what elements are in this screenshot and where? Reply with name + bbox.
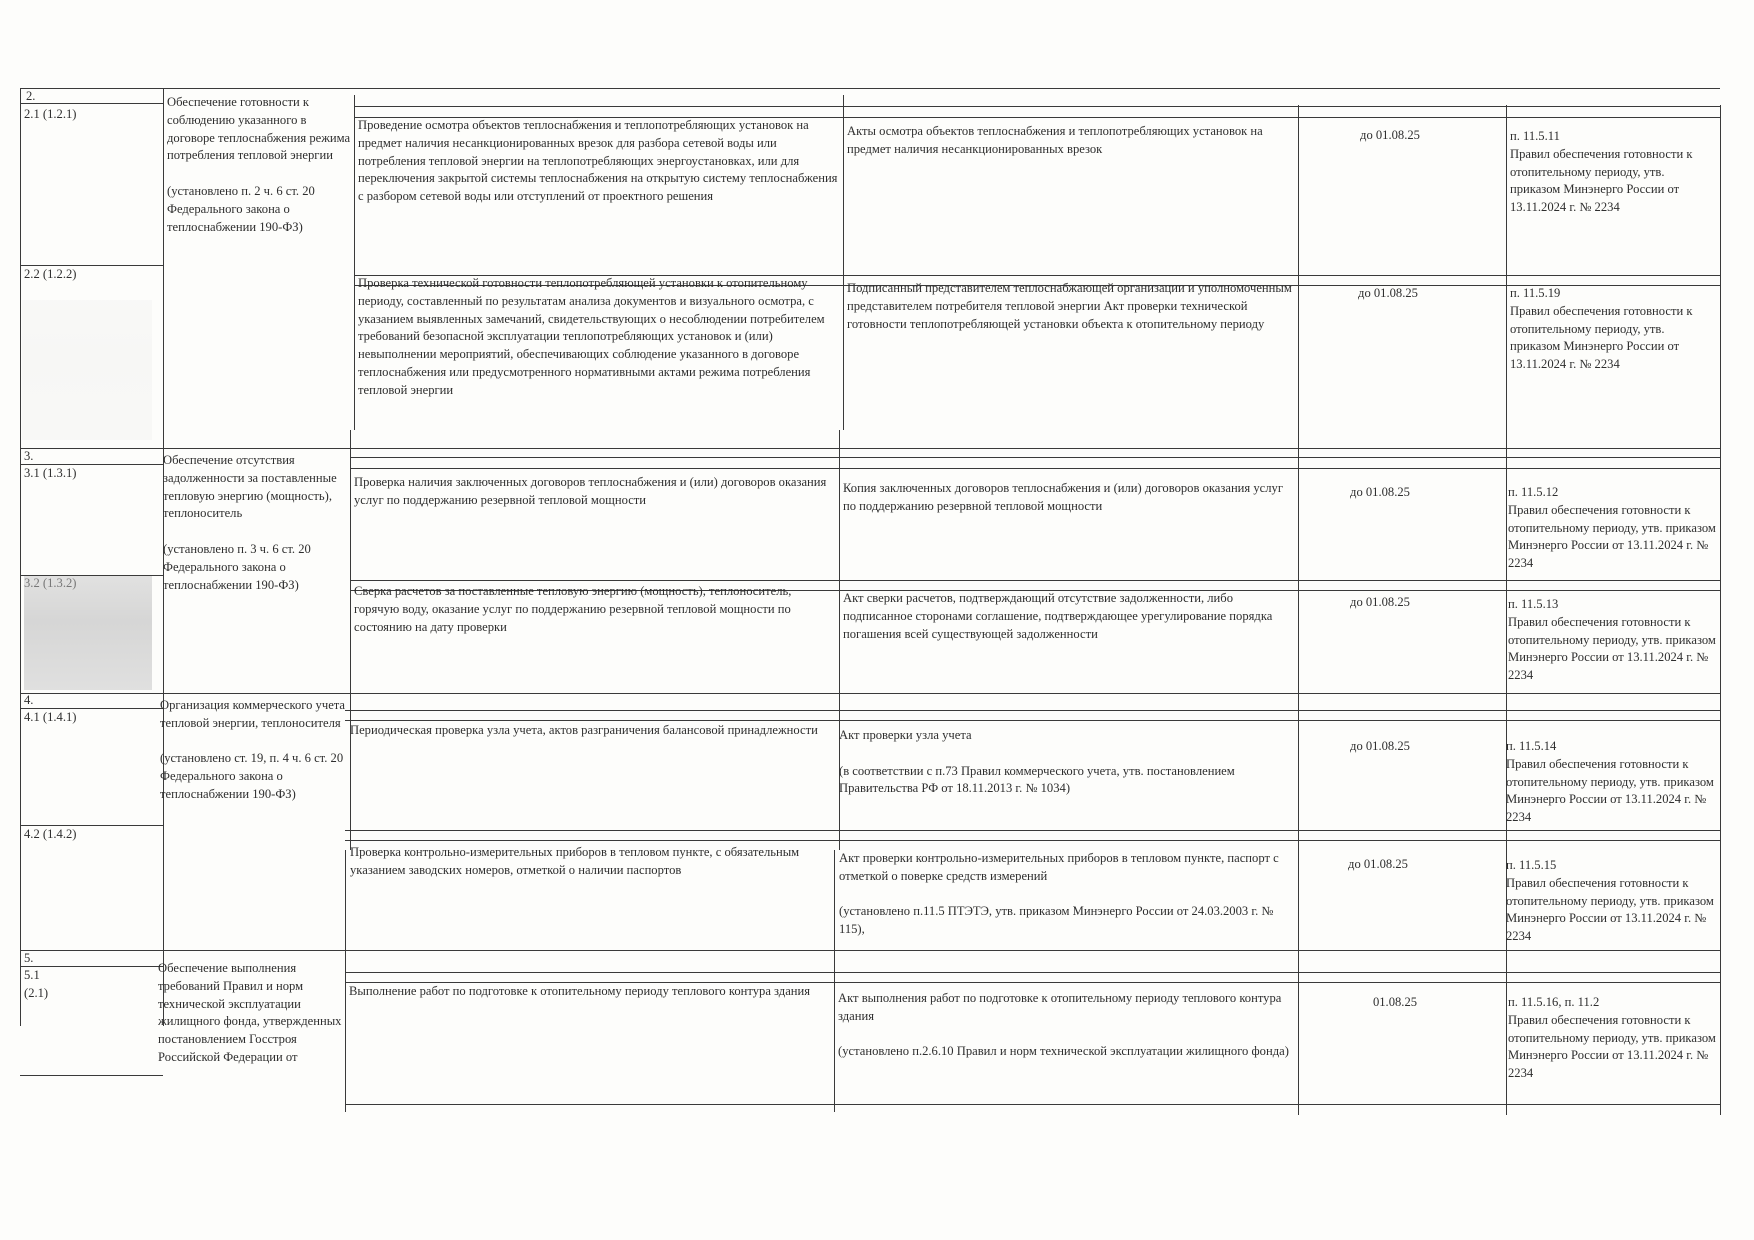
- row-2-2-deadline: до 01.08.25: [1358, 286, 1418, 300]
- section-3-number: 3.: [24, 449, 34, 463]
- row-3-1-deadline: до 01.08.25: [1350, 485, 1410, 499]
- row-3-2-document: Акт сверки расчетов, подтверждающий отсутствие задолженности, либо подписанное сторонами соглашение, подтверждающее урегулирование порядка погашения всей существующей задолженности: [843, 591, 1273, 641]
- section-2-title: Обеспечение готовности к соблюдению указанного в договоре теплоснабжения режима потребления тепловой энергии (установлено п. 2 ч. 6 ст. 20 Федерального закона о теплоснабжении 190-ФЗ): [167, 95, 351, 234]
- row-4-2-deadline: до 01.08.25: [1348, 857, 1408, 871]
- row-3-1-document: Копия заключенных договоров теплоснабжения и (или) договоров оказания услуг по поддержанию резервной тепловой мощности: [843, 481, 1283, 513]
- row-4-2-number: 4.2 (1.4.2): [24, 827, 77, 841]
- row-5-1-reference: п. 11.5.16, п. 11.2 Правил обеспечения готовности к отопительному периоду, утв. приказом Минэнерго России от 13.11.2024 г. № 2234: [1508, 995, 1716, 1081]
- row-3-1-reference: п. 11.5.12 Правил обеспечения готовности к отопительному периоду, утв. приказом Минэнерго России от 13.11.2024 г. № 2234: [1508, 485, 1716, 571]
- row-3-2-number: 3.2 (1.3.2): [24, 576, 77, 590]
- row-4-1-number: 4.1 (1.4.1): [24, 710, 77, 724]
- row-3-2-deadline: до 01.08.25: [1350, 595, 1410, 609]
- row-3-1-action: Проверка наличия заключенных договоров теплоснабжения и (или) договоров оказания услуг по поддержанию резервной тепловой мощности: [354, 475, 827, 507]
- row-4-2-document: Акт проверки контрольно-измерительных приборов в тепловом пункте, паспорт с отметкой о поверке средств измерений (установлено п.11.5 ПТЭТЭ, утв. приказом Минэнерго России от 24.03.2003 г. № 115),: [839, 851, 1279, 937]
- scan-shadow-faint: [22, 300, 152, 440]
- row-4-1-reference: п. 11.5.14 Правил обеспечения готовности к отопительному периоду, утв. приказом Минэнерго России от 13.11.2024 г. № 2234: [1506, 739, 1714, 825]
- row-4-1-document: Акт проверки узла учета (в соответствии с п.73 Правил коммерческого учета, утв. постановлением Правительства РФ от 18.11.2013 г. № 1034): [839, 728, 1235, 796]
- row-2-2-number: 2.2 (1.2.2): [24, 267, 77, 281]
- row-4-1-deadline: до 01.08.25: [1350, 739, 1410, 753]
- section-3-title: Обеспечение отсутствия задолженности за поставленные тепловую энергию (мощность), теплоноситель (установлено п. 3 ч. 6 ст. 20 Федерального закона о теплоснабжении 190-ФЗ): [163, 453, 337, 592]
- row-5-1-number: 5.1 (2.1): [24, 968, 49, 1000]
- row-5-1-document: Акт выполнения работ по подготовке к отопительному периоду теплового контура здания (установлено п.2.6.10 Правил и норм технической эксплуатации жилищного фонда): [838, 991, 1289, 1059]
- row-5-1-action: Выполнение работ по подготовке к отопительному периоду теплового контура здания: [349, 984, 811, 998]
- row-2-2-document: Подписанный представителем теплоснабжающей организации и уполномоченным представителем потребителя тепловой энергии Акт проверки технической готовности теплопотребляющей установки объекта к отопительному периоду: [847, 281, 1292, 331]
- row-4-1-action: Периодическая проверка узла учета, актов разграничения балансовой принадлежности: [350, 723, 818, 737]
- section-5-number: 5.: [24, 951, 34, 965]
- row-2-1-deadline: до 01.08.25: [1360, 128, 1420, 142]
- row-4-2-action: Проверка контрольно-измерительных приборов в тепловом пункте, с обязательным указанием заводских номеров, отметкой о наличии паспортов: [350, 845, 800, 877]
- row-2-1-number: 2.1 (1.2.1): [24, 107, 77, 121]
- row-3-2-reference: п. 11.5.13 Правил обеспечения готовности к отопительному периоду, утв. приказом Минэнерго России от 13.11.2024 г. № 2234: [1508, 597, 1716, 683]
- section-2-number: 2.: [26, 89, 36, 103]
- section-5-title: Обеспечение выполнения требований Правил и норм технической эксплуатации жилищного фонда, утвержденных постановлением Госстроя Российской Федерации от: [158, 961, 342, 1064]
- row-2-1-action: Проведение осмотра объектов теплоснабжения и теплопотребляющих установок на предмет наличия несанкционированных врезок для разбора сетевой воды или потребления тепловой энергии на теплопотребляющих энергоустановках, или для переключения закрытой системы теплоснабжения на открытую систему теплоснабжения с разбором сетевой воды или отступлений от проектного решения: [358, 118, 838, 204]
- row-2-2-reference: п. 11.5.19 Правил обеспечения готовности к отопительному периоду, утв. приказом Минэнерго России от 13.11.2024 г. № 2234: [1510, 286, 1693, 372]
- section-4-title: Организация коммерческого учета тепловой энергии, теплоносителя (установлено ст. 19, п. 4 ч. 6 ст. 20 Федерального закона о теплоснабжении 190-ФЗ): [160, 698, 346, 801]
- section-4-number: 4.: [24, 693, 34, 707]
- row-3-2-action: Сверка расчетов за поставленные тепловую энергию (мощность), теплоноситель, горячую воду, оказание услуг по поддержанию резервной тепловой мощности по состоянию на дату проверки: [354, 584, 792, 634]
- row-2-1-reference: п. 11.5.11 Правил обеспечения готовности к отопительному периоду, утв. приказом Минэнерго России от 13.11.2024 г. № 2234: [1510, 129, 1693, 215]
- row-4-2-reference: п. 11.5.15 Правил обеспечения готовности к отопительному периоду, утв. приказом Минэнерго России от 13.11.2024 г. № 2234: [1506, 858, 1714, 944]
- row-2-1-document: Акты осмотра объектов теплоснабжения и теплопотребляющих установок на предмет наличия несанкционированных врезок: [847, 124, 1263, 156]
- row-5-1-deadline: 01.08.25: [1372, 995, 1418, 1009]
- row-3-1-number: 3.1 (1.3.1): [24, 466, 77, 480]
- row-2-2-action: Проверка технической готовности теплопотребляющей установки к отопительному периоду, составленный по результатам анализа документов и визуального осмотра, с указанием выявленных замечаний, свидетельствующих о несоблюдении потребителем требований безопасной эксплуатации теплопотребляющих установок и (или) невыполнении мероприятий, обеспечивающих соблюдение указанного в договоре теплоснабжения или предусмотренного нормативными актами режима потребления тепловой энергии: [358, 276, 825, 397]
